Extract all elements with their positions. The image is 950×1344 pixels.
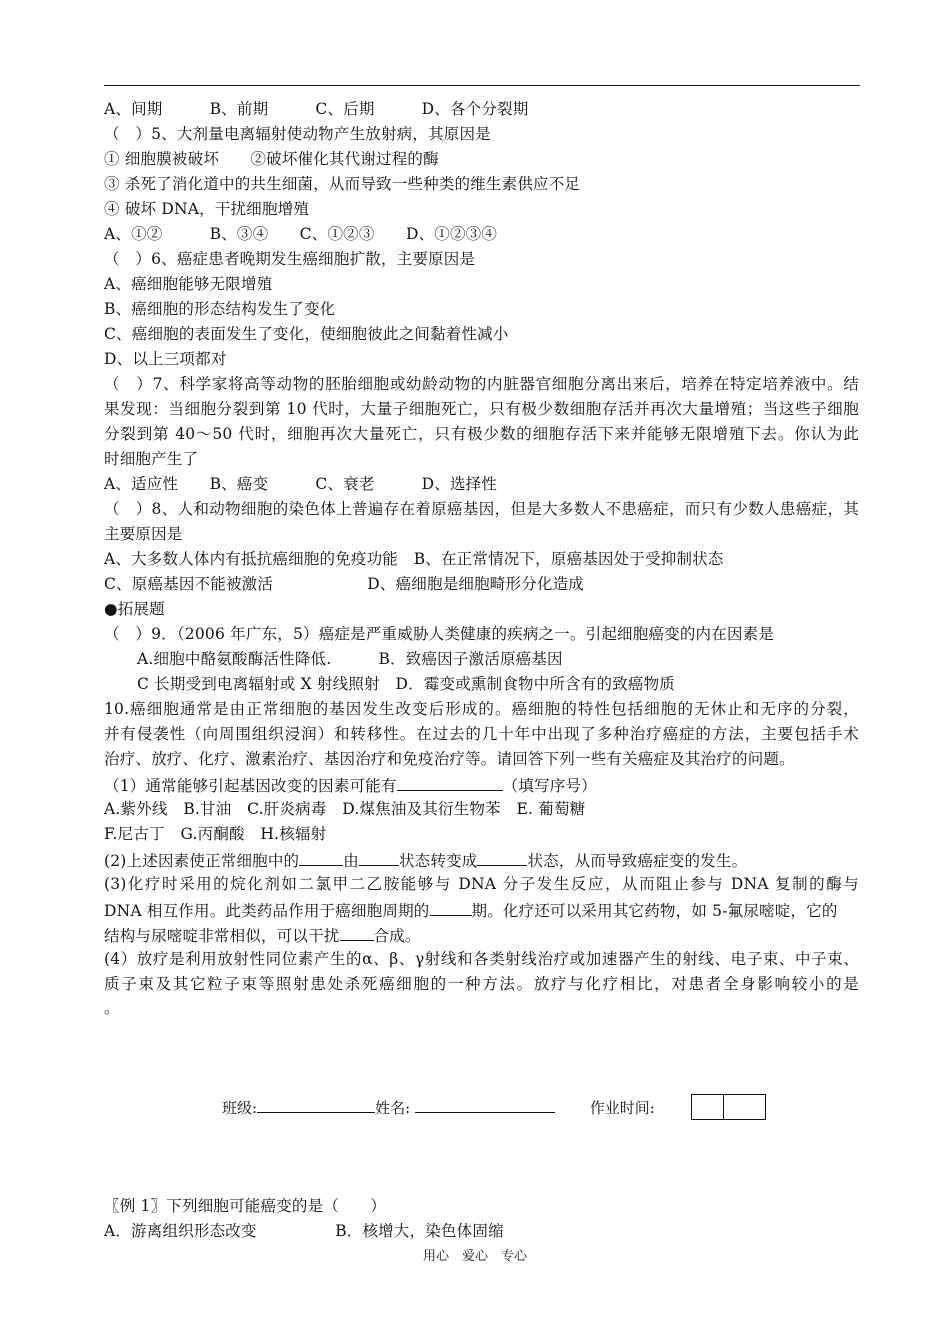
q10-part1-options-a-e: A.紫外线 B.甘油 C.肝炎病毒 D.煤焦油及其衍生物苯 E. 葡萄糖 — [104, 800, 586, 818]
answer-blank-5[interactable] — [430, 899, 472, 916]
answer-blank-6[interactable] — [340, 924, 374, 941]
q6-option-c: C、癌细胞的表面发生了变化，使细胞彼此之间黏着性减小 — [104, 325, 509, 343]
q7-stem-line-1: （ ）7、科学家将高等动物的胚胎细胞或幼龄动物的内脏器官细胞分离出来后，培养在特定培养液中。结 — [104, 375, 859, 393]
q8-options-cd: C、原癌基因不能被激活 D、癌细胞是细胞畸形分化造成 — [104, 575, 584, 593]
q10-part2-text-c: 状态转变成 — [398, 852, 478, 870]
q4-options: A、间期 B、前期 C、后期 D、各个分裂期 — [104, 100, 529, 118]
q5-options: A、①② B、③④ C、①②③ D、①②③④ — [104, 225, 498, 243]
q10-part2 — [104, 849, 864, 871]
header-rule — [104, 85, 860, 86]
q6-option-a: A、癌细胞能够无限增殖 — [104, 275, 273, 293]
answer-blank-3[interactable] — [359, 849, 399, 866]
q10-part3-text-b: 期。化疗还可以采用其它药物，如 5-氟尿嘧啶，它的 — [471, 902, 838, 920]
q10-part3-line-3 — [104, 924, 864, 946]
q10-part4-line-1: (4）放疗是利用放射性同位素产生的α、β、γ射线和各类射线治疗或加速器产生的射线、电子束、中子束、 — [104, 950, 859, 968]
q5-stem: （ ）5、大剂量电离辐射使动物产生放射病，其原因是 — [104, 125, 491, 143]
q10-part3-text-a: DNA 相互作用。此类药品作用于癌细胞周期的 — [104, 902, 430, 920]
q9-options-cd: C 长期受到电离辐射或 X 射线照射 D．霉变或熏制食物中所含有的致癌物质 — [137, 675, 676, 693]
q8-stem-line-1: （ ）8、人和动物细胞的染色体上普遍存在着原癌基因，但是大多数人不患癌症，而只有少数人患癌症，其 — [104, 500, 859, 518]
q6-stem: （ ）6、癌症患者晚期发生癌细胞扩散，主要原因是 — [104, 250, 476, 268]
answer-blank-2[interactable] — [299, 849, 343, 866]
q9-options-ab: A.细胞中酪氨酸酶活性降低. B．致癌因子激活原癌基因 — [137, 650, 563, 668]
name-field[interactable] — [415, 1096, 555, 1113]
q10-part4-line-2: 质子束及其它粒子束等照射患处杀死癌细胞的一种方法。放疗与化疗相比，对患者全身影响较小的是 — [104, 975, 859, 993]
q10-part3-line-2 — [104, 899, 864, 921]
class-field[interactable] — [257, 1096, 375, 1113]
q5-item-3: ③ 杀死了消化道中的共生细菌，从而导致一些种类的维生素供应不足 — [104, 175, 581, 193]
homework-info — [222, 1096, 655, 1118]
class-label: 班级: — [222, 1099, 258, 1117]
q5-item-4: ④ 破坏 DNA，干扰细胞增殖 — [104, 200, 310, 218]
q10-part4-line-3: 。 — [104, 999, 120, 1017]
section-extension-heading: ●拓展题 — [104, 600, 165, 618]
q10-part2-text-a: (2)上述因素使正常细胞中的 — [104, 852, 300, 870]
time-boxes[interactable] — [691, 1094, 766, 1120]
q10-stem-line-1: 10.癌细胞通常是由正常细胞的基因发生改变后形成的。癌细胞的特性包括细胞的无休止和无序的分裂， — [104, 700, 859, 718]
q10-stem-line-2: 并有侵袭性（向周围组织浸润）和转移性。在过去的几十年中出现了多种治疗癌症的方法，主要包括手术 — [104, 725, 859, 743]
q10-stem-line-3: 治疗、放疗、化疗、激素治疗、基因治疗和免疫治疗等。请回答下列一些有关癌症及其治疗的问题。 — [104, 750, 795, 768]
q10-part3-line-1: (3)化疗时采用的烷化剂如二氯甲二乙胺能够与 DNA 分子发生反应，从而阻止参与 DNA 复制的酶与 — [104, 875, 859, 893]
q10-part1-options-f-h: F.尼古丁 G.丙酮酸 H.核辐射 — [104, 825, 327, 843]
q10-part3-text-d: 合成。 — [373, 927, 421, 945]
q10-part1-note: （填写序号） — [502, 777, 597, 795]
q10-part1-text: （1）通常能够引起基因改变的因素可能有 — [104, 777, 397, 795]
q10-part2-text-d: 状态，从而导致癌症变的发生。 — [527, 852, 748, 870]
q9-stem: （ ）9．（2006 年广东，5）癌症是严重威胁人类健康的疾病之一。引起细胞癌变的内在因素是 — [104, 625, 775, 643]
q5-item-1: ① 细胞膜被破坏 ②破坏催化其代谢过程的酶 — [104, 150, 439, 168]
time-box-divider — [723, 1095, 724, 1119]
q7-stem-line-4: 时细胞产生了 — [104, 450, 199, 468]
q7-options: A、适应性 B、癌变 C、衰老 D、选择性 — [104, 475, 498, 493]
answer-blank-1[interactable] — [397, 774, 503, 791]
q6-option-d: D、以上三项都对 — [104, 350, 227, 368]
q6-option-b: B、癌细胞的形态结构发生了变化 — [104, 300, 336, 318]
example-1-options: A．游离组织形态改变 B．核增大，染色体固缩 — [104, 1222, 504, 1240]
name-label: 姓名: — [375, 1099, 411, 1117]
q10-part1 — [104, 774, 864, 796]
time-label: 作业时间: — [589, 1099, 655, 1117]
q8-options-ab: A、大多数人体内有抵抗癌细胞的免疫功能 B、在正常情况下，原癌基因处于受抑制状态 — [104, 550, 724, 568]
q10-part3-text-c: 结构与尿嘧啶非常相似，可以干扰 — [104, 927, 340, 945]
q7-stem-line-2: 果发现：当细胞分裂到第 10 代时，大量子细胞死亡，只有极少数细胞存活并再次大量增殖；当这些子细胞 — [104, 400, 859, 418]
example-1-title: 〖例 1〗下列细胞可能癌变的是（ ） — [104, 1197, 387, 1215]
q10-part2-text-b: 由 — [343, 852, 359, 870]
q8-stem-line-2: 主要原因是 — [104, 525, 183, 543]
page-footer-motto: 用心 爱心 专心 — [422, 1249, 527, 1264]
q7-stem-line-3: 分裂到第 40～50 代时，细胞再次大量死亡，只有极少数的细胞存活下来并能够无限增殖下去。你认为此 — [104, 425, 859, 443]
answer-blank-4[interactable] — [477, 849, 527, 866]
